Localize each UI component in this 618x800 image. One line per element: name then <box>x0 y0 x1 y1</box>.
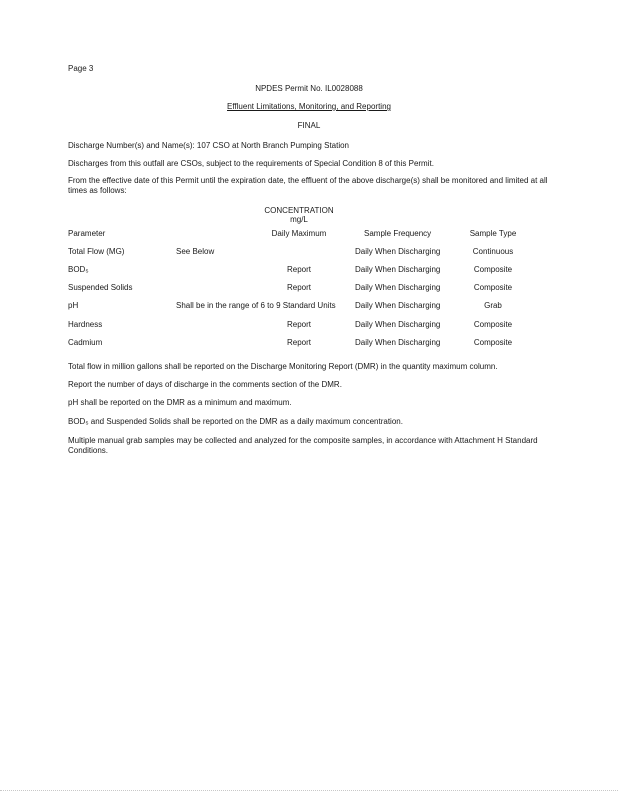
cell-type: Grab <box>484 301 502 310</box>
column-header-parameter: Parameter <box>68 229 106 238</box>
cell-type: Composite <box>473 265 513 274</box>
column-header-frequency: Sample Frequency <box>364 229 432 238</box>
section-title: Effluent Limitations, Monitoring, and Reporting <box>227 102 391 111</box>
column-header-daily-max: Daily Maximum <box>271 229 327 238</box>
discharge-subject: Discharges from this outfall are CSOs, subject to the requirements of Special Condition 8 of this Permit. <box>68 159 434 168</box>
cell-daily: Report <box>286 265 311 274</box>
cell-frequency: Daily When Discharging <box>355 265 441 274</box>
table-group-unit: mg/L <box>290 215 308 224</box>
permit-number: NPDES Permit No. IL0028088 <box>255 84 363 93</box>
cell-type: Composite <box>473 338 513 347</box>
cell-type: Composite <box>473 283 513 292</box>
cell-condition: Shall be in the range of 6 to 9 Standard Units <box>176 301 336 310</box>
page-label: Page 3 <box>68 64 94 73</box>
cell-frequency: Daily When Discharging <box>355 338 441 347</box>
cell-parameter: Hardness <box>68 320 103 329</box>
cell-daily: Report <box>286 320 311 329</box>
cell-parameter: Cadmium <box>68 338 103 347</box>
cell-frequency: Daily When Discharging <box>355 320 441 329</box>
cell-frequency: Daily When Discharging <box>355 247 441 256</box>
cell-condition: See Below <box>176 247 215 256</box>
cell-parameter: pH <box>68 301 79 310</box>
cell-parameter: Suspended Solids <box>68 283 133 292</box>
cell-type: Composite <box>473 320 513 329</box>
cell-frequency: Daily When Discharging <box>355 301 441 310</box>
column-header-type: Sample Type <box>469 229 517 238</box>
note-total-flow: Total flow in million gallons shall be reported on the Discharge Monitoring Report (DMR) in the quantity maximum column. <box>68 362 498 371</box>
note-composite-samples: Multiple manual grab samples may be collected and analyzed for the composite samples, in accordance with Attachment H Standard Conditions. <box>68 436 538 455</box>
cell-parameter: BOD₅ <box>68 265 89 274</box>
cell-daily: Report <box>286 338 311 347</box>
footer-divider <box>0 790 618 792</box>
note-ph: pH shall be reported on the DMR as a minimum and maximum. <box>68 398 292 407</box>
note-days-discharge: Report the number of days of discharge in the comments section of the DMR. <box>68 380 342 389</box>
table-group-header: CONCENTRATION <box>264 206 334 215</box>
status-label: FINAL <box>297 121 321 130</box>
discharge-line: Discharge Number(s) and Name(s): 107 CSO at North Branch Pumping Station <box>68 141 350 150</box>
cell-frequency: Daily When Discharging <box>355 283 441 292</box>
cell-type: Continuous <box>472 247 514 256</box>
cell-parameter: Total Flow (MG) <box>68 247 125 256</box>
effective-text: From the effective date of this Permit until the expiration date, the effluent of the above discharge(s) shall be monitored and limited at all times as follows: <box>68 176 548 195</box>
note-bod-tss: BOD₅ and Suspended Solids shall be reported on the DMR as a daily maximum concentration. <box>68 417 403 426</box>
cell-daily: Report <box>286 283 311 292</box>
